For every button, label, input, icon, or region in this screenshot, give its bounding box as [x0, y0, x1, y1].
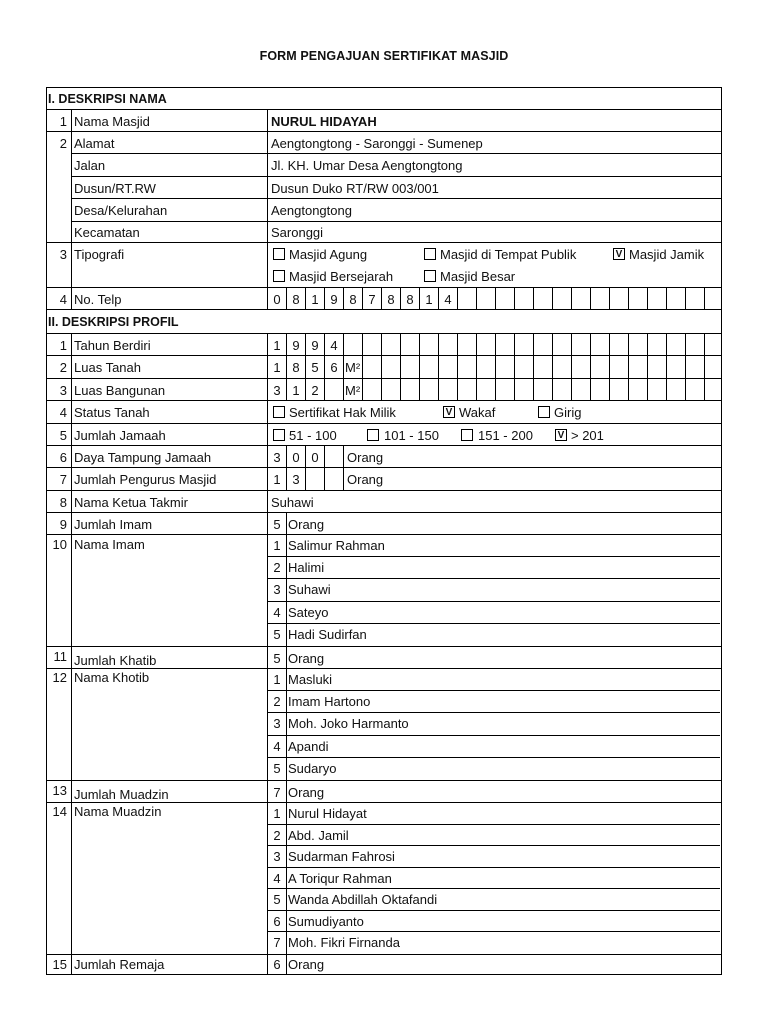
jumlah-jamaah-options — [268, 424, 721, 446]
digit-box — [477, 379, 496, 400]
checkbox-151-200[interactable] — [461, 429, 473, 441]
value-nama-masjid: NURUL HIDAYAH — [268, 110, 721, 132]
page-title: FORM PENGAJUAN SERTIFIKAT MASJID — [259, 49, 509, 63]
label-alamat: Alamat — [72, 132, 268, 154]
label-tahun-berdiri: Tahun Berdiri — [72, 334, 268, 356]
checkbox-wakaf[interactable]: V — [443, 406, 455, 418]
digit-box — [420, 334, 439, 355]
list-item-number: 5 — [268, 624, 287, 646]
row-number: 4 — [47, 288, 72, 310]
row-number: 5 — [47, 424, 72, 446]
option-label: Girig — [554, 405, 582, 420]
list-item-number: 6 — [268, 911, 287, 932]
digit-box: 8 — [287, 288, 306, 309]
digit-box: 1 — [287, 379, 306, 400]
label-jumlah-remaja: Jumlah Remaja — [72, 955, 268, 974]
option-label: 51 - 100 — [289, 428, 337, 443]
digit-box: 4 — [325, 334, 344, 355]
list-item-number: 4 — [268, 868, 287, 889]
digit-box — [477, 356, 496, 378]
checkbox-over-201[interactable]: V — [555, 429, 567, 441]
digit-box — [667, 334, 686, 355]
digit-box: 3 — [268, 446, 287, 467]
digit-box — [553, 334, 572, 355]
digit-box — [420, 356, 439, 378]
digit-box — [458, 288, 477, 309]
list-item: Halimi — [287, 557, 720, 579]
unit-label: Orang — [287, 513, 721, 535]
digit-box: 6 — [325, 356, 344, 378]
digit-box — [534, 356, 553, 378]
digit-box — [648, 288, 667, 309]
list-item-number: 4 — [268, 736, 287, 758]
digit-box: 4 — [439, 288, 458, 309]
digit-box — [477, 334, 496, 355]
digit-box — [363, 379, 382, 400]
checkbox-masjid-besar[interactable] — [424, 270, 436, 282]
label-tipografi: Tipografi — [72, 243, 268, 288]
list-item: Masluki — [287, 669, 720, 691]
certificate-form — [46, 87, 722, 975]
digit-box — [553, 288, 572, 309]
digit-box: 8 — [382, 288, 401, 309]
digit-box — [591, 288, 610, 309]
digit-box — [667, 379, 686, 400]
label-nama-imam: Nama Imam — [72, 535, 268, 647]
list-item-number: 4 — [268, 602, 287, 624]
digit-box — [572, 288, 591, 309]
digit-box — [572, 356, 591, 378]
digit-box: 8 — [344, 288, 363, 309]
option-label: Wakaf — [459, 405, 496, 420]
list-item-number: 1 — [268, 803, 287, 825]
label-jumlah-pengurus: Jumlah Pengurus Masjid — [72, 468, 268, 491]
list-item: Wanda Abdillah Oktafandi — [287, 889, 720, 911]
digit-box — [382, 334, 401, 355]
digit-box — [686, 356, 705, 378]
label-luas-tanah: Luas Tanah — [72, 356, 268, 379]
list-item: Abd. Jamil — [287, 825, 720, 846]
row-number: 12 — [47, 669, 72, 781]
digit-box: 9 — [306, 334, 325, 355]
digit-box — [401, 379, 420, 400]
label-jumlah-jamaah: Jumlah Jamaah — [72, 424, 268, 446]
list-item: Salimur Rahman — [287, 535, 720, 557]
option-label: Masjid Jamik — [629, 247, 705, 262]
list-item: A Toriqur Rahman — [287, 868, 720, 889]
label-dusun: Dusun/RT.RW — [72, 177, 268, 199]
list-item: Imam Hartono — [287, 691, 720, 713]
digit-box — [439, 379, 458, 400]
option-label: Masjid di Tempat Publik — [440, 247, 577, 262]
label-nama-masjid: Nama Masjid — [72, 110, 268, 132]
digit-box: 0 — [306, 446, 325, 467]
checkbox-masjid-agung[interactable] — [273, 248, 285, 260]
digit-box — [572, 379, 591, 400]
section-2-heading: II. DESKRIPSI PROFIL — [47, 310, 721, 334]
label-daya-tampung: Daya Tampung Jamaah — [72, 446, 268, 468]
list-item-number: 3 — [268, 713, 287, 736]
digit-box: 3 — [268, 379, 287, 400]
imam-list — [268, 535, 721, 647]
digit-box — [382, 356, 401, 378]
digit-box — [610, 379, 629, 400]
digit-box: 1 — [268, 468, 287, 490]
row-number: 3 — [47, 243, 72, 288]
label-desa: Desa/Kelurahan — [72, 199, 268, 222]
list-item-number: 2 — [268, 691, 287, 713]
digit-box: 8 — [401, 288, 420, 309]
digit-box: 1 — [420, 288, 439, 309]
muadzin-list — [268, 803, 721, 955]
list-item: Moh. Joko Harmanto — [287, 713, 720, 736]
unit-label: M² — [344, 379, 363, 400]
row-number: 2 — [47, 356, 72, 379]
digit-box — [534, 379, 553, 400]
list-item: Sumudiyanto — [287, 911, 720, 932]
count-box: 7 — [268, 781, 287, 803]
unit-label: Orang — [287, 647, 721, 669]
digit-box — [667, 356, 686, 378]
list-item-number: 2 — [268, 825, 287, 846]
unit-label: Orang — [347, 450, 384, 465]
row-number: 11 — [47, 647, 72, 669]
digit-box — [515, 379, 534, 400]
label-jumlah-muadzin: Jumlah Muadzin — [72, 781, 268, 803]
option-label: Masjid Agung — [289, 247, 368, 262]
list-item-number: 3 — [268, 846, 287, 868]
row-number: 6 — [47, 446, 72, 468]
digit-box — [325, 468, 344, 490]
digit-box — [629, 334, 648, 355]
digit-box: 1 — [268, 356, 287, 378]
option-label: > 201 — [571, 428, 604, 443]
list-item: Hadi Sudirfan — [288, 627, 367, 642]
label-status-tanah: Status Tanah — [72, 401, 268, 424]
tipografi-options — [268, 243, 721, 288]
value-ketua-takmir: Suhawi — [268, 491, 721, 513]
digit-box — [686, 379, 705, 400]
value-kecamatan: Saronggi — [268, 222, 721, 243]
count-box: 5 — [268, 513, 287, 535]
list-item-number: 2 — [268, 557, 287, 579]
checkbox-masjid-tempat-publik[interactable] — [424, 248, 436, 260]
option-label: 101 - 150 — [384, 428, 439, 443]
unit-label: Orang — [347, 472, 384, 487]
row-number: 14 — [47, 803, 72, 955]
option-label: Sertifikat Hak Milik — [289, 405, 396, 420]
row-number: 13 — [47, 781, 72, 803]
list-item-number: 7 — [268, 932, 287, 954]
list-item-number: 1 — [268, 535, 287, 557]
unit-label: Orang — [287, 781, 721, 803]
checkbox-masjid-jamik[interactable]: V — [613, 248, 625, 260]
digit-box: 1 — [268, 334, 287, 355]
list-item: Apandi — [287, 736, 720, 758]
digit-box — [591, 356, 610, 378]
digit-box: 2 — [306, 379, 325, 400]
digit-box — [553, 379, 572, 400]
digit-box — [458, 334, 477, 355]
label-jumlah-imam: Jumlah Imam — [72, 513, 268, 535]
label-nama-khotib: Nama Khotib — [72, 669, 268, 781]
digit-box — [496, 379, 515, 400]
label-nama-muadzin: Nama Muadzin — [72, 803, 268, 955]
digit-box — [534, 334, 553, 355]
digit-box — [439, 356, 458, 378]
list-item-number: 3 — [268, 579, 287, 602]
row-number: 3 — [47, 379, 72, 401]
list-item: Suhawi — [287, 579, 720, 602]
digit-box — [496, 334, 515, 355]
digit-box: 3 — [287, 468, 306, 490]
luas-tanah-grid — [268, 356, 721, 379]
row-number: 9 — [47, 513, 72, 535]
telp-digit-grid — [268, 288, 721, 310]
digit-box: 9 — [287, 334, 306, 355]
digit-box — [363, 356, 382, 378]
list-item-number: 5 — [268, 889, 287, 911]
row-number: 8 — [47, 491, 72, 513]
luas-bangunan-grid — [268, 379, 721, 401]
digit-box — [344, 334, 363, 355]
section-1-heading: I. DESKRIPSI NAMA — [47, 88, 721, 110]
list-item: Sudaryo — [288, 761, 337, 776]
digit-box: 5 — [306, 356, 325, 378]
option-label: Masjid Besar — [440, 269, 516, 284]
label-luas-bangunan: Luas Bangunan — [72, 379, 268, 401]
digit-box — [610, 334, 629, 355]
digit-box — [629, 288, 648, 309]
digit-box — [401, 334, 420, 355]
digit-box — [610, 356, 629, 378]
value-desa: Aengtongtong — [268, 199, 721, 222]
list-item-number: 5 — [268, 758, 287, 780]
digit-box — [382, 379, 401, 400]
row-number: 10 — [47, 535, 72, 647]
digit-box — [534, 288, 553, 309]
row-number: 4 — [47, 401, 72, 424]
digit-box — [401, 356, 420, 378]
list-item: Moh. Fikri Firnanda — [288, 935, 400, 950]
digit-box — [306, 468, 325, 490]
digit-box — [648, 334, 667, 355]
digit-box: 0 — [287, 446, 306, 467]
digit-box — [515, 356, 534, 378]
count-box: 5 — [268, 647, 287, 669]
checkbox-101-150[interactable] — [367, 429, 379, 441]
digit-box — [439, 334, 458, 355]
unit-label: Orang — [288, 957, 325, 972]
digit-box — [686, 288, 705, 309]
list-item: Sudarman Fahrosi — [287, 846, 720, 868]
value-alamat: Aengtongtong - Saronggi - Sumenep — [268, 132, 721, 154]
digit-box — [591, 379, 610, 400]
khotib-list — [268, 669, 721, 781]
status-tanah-options — [268, 401, 721, 424]
digit-box — [458, 356, 477, 378]
value-jalan: Jl. KH. Umar Desa Aengtongtong — [268, 154, 721, 177]
row-number: 2 — [47, 132, 72, 243]
list-item-number: 1 — [268, 669, 287, 691]
digit-box: 9 — [325, 288, 344, 309]
checkbox-girig[interactable] — [538, 406, 550, 418]
digit-box — [686, 334, 705, 355]
digit-box — [515, 334, 534, 355]
digit-box — [667, 288, 686, 309]
digit-box — [325, 379, 344, 400]
label-kecamatan: Kecamatan — [72, 222, 268, 243]
unit-label: M² — [344, 356, 363, 378]
daya-tampung-grid — [268, 446, 721, 468]
label-jumlah-khatib: Jumlah Khatib — [72, 647, 268, 669]
digit-box — [496, 356, 515, 378]
digit-box — [610, 288, 629, 309]
digit-box: 0 — [268, 288, 287, 309]
digit-box — [420, 379, 439, 400]
count-box: 6 — [268, 955, 287, 974]
digit-box — [515, 288, 534, 309]
digit-box — [363, 334, 382, 355]
digit-box — [648, 379, 667, 400]
digit-box — [591, 334, 610, 355]
digit-box — [553, 356, 572, 378]
digit-box — [458, 379, 477, 400]
digit-box: 8 — [287, 356, 306, 378]
label-jalan: Jalan — [72, 154, 268, 177]
digit-box — [496, 288, 515, 309]
list-item: Sateyo — [287, 602, 720, 624]
row-number: 7 — [47, 468, 72, 491]
row-number: 1 — [47, 334, 72, 356]
label-ketua-takmir: Nama Ketua Takmir — [72, 491, 268, 513]
option-label: 151 - 200 — [478, 428, 533, 443]
checkbox-masjid-bersejarah[interactable] — [273, 270, 285, 282]
value-dusun: Dusun Duko RT/RW 003/001 — [268, 177, 721, 199]
row-number: 1 — [47, 110, 72, 132]
digit-box — [325, 446, 344, 467]
label-telp: No. Telp — [72, 288, 268, 310]
digit-box — [629, 356, 648, 378]
digit-box: 7 — [363, 288, 382, 309]
digit-box — [629, 379, 648, 400]
jumlah-pengurus-grid — [268, 468, 721, 491]
digit-box — [572, 334, 591, 355]
row-number: 15 — [47, 955, 72, 974]
checkbox-51-100[interactable] — [273, 429, 285, 441]
tahun-digit-grid — [268, 334, 721, 356]
digit-box — [648, 356, 667, 378]
option-label: Masjid Bersejarah — [289, 269, 394, 284]
digit-box — [477, 288, 496, 309]
digit-box: 1 — [306, 288, 325, 309]
list-item: Nurul Hidayat — [287, 803, 720, 825]
checkbox-sertifikat-hak-milik[interactable] — [273, 406, 285, 418]
